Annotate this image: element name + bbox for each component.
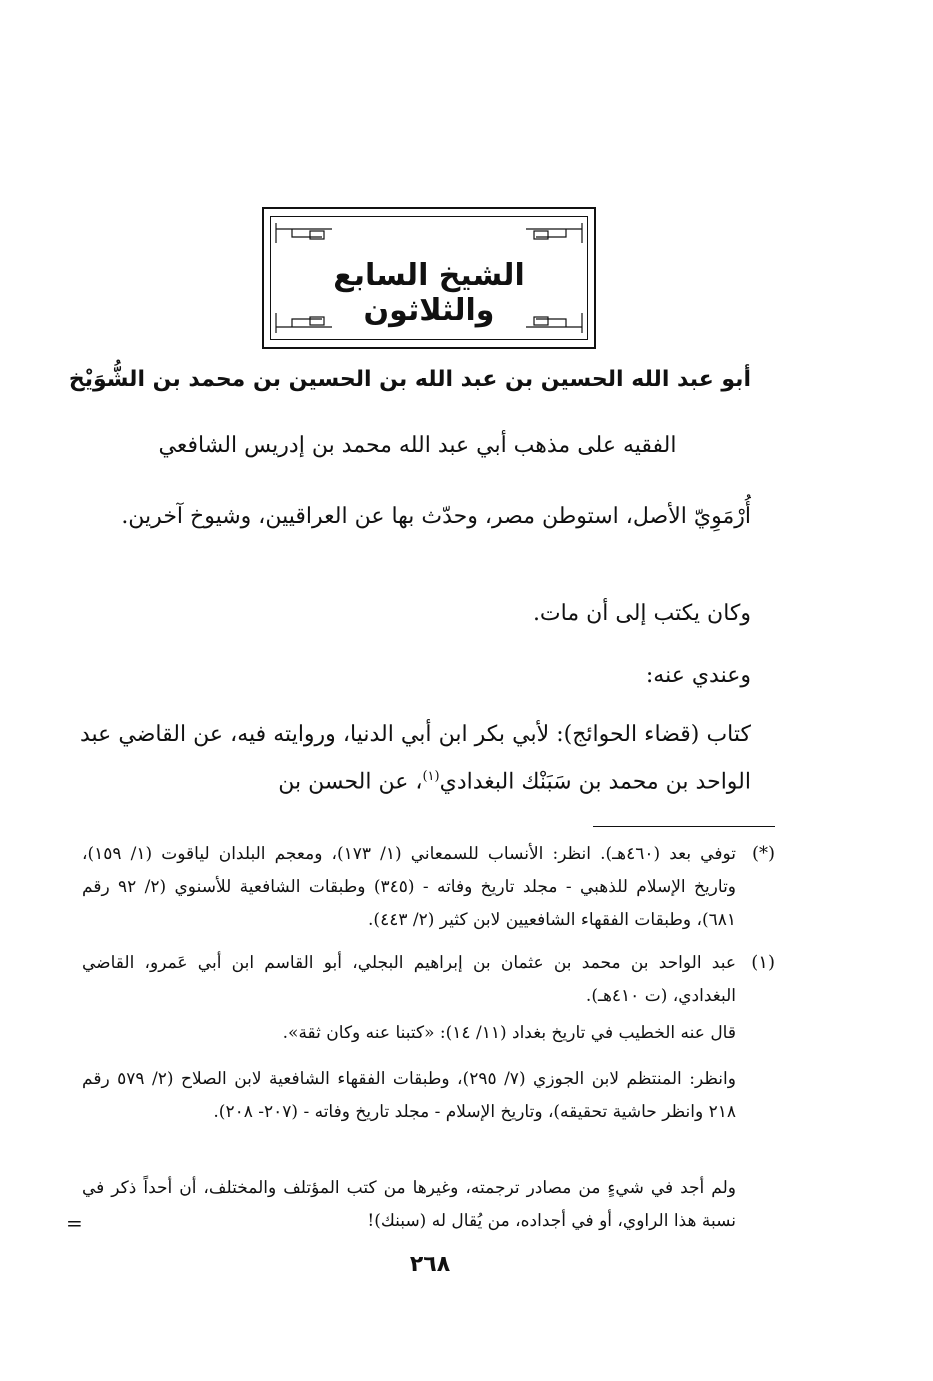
- paragraph-book-text: كتاب (قضاء الحوائج): لأبي بكر ابن أبي الدنيا، وروايته فيه، عن القاضي عبد الواحد بن محمد بن سَبَنْك البغدادي: [80, 722, 751, 795]
- footnote-1: عبد الواحد بن محمد بن عثمان بن إبراهيم البجلي، أبو القاسم ابن أبي عَمرو، القاضي البغدادي، (ت ٤١٠هـ).: [82, 953, 736, 1006]
- subtitle-line: الفقيه على مذهب أبي عبد الله محمد بن إدريس الشافعي: [158, 433, 677, 458]
- paragraph-book-tail: ، عن الحسن بن: [278, 769, 423, 795]
- paragraph-death: وكان يكتب إلى أن مات.: [532, 601, 751, 626]
- footnote-1-quote: قال عنه الخطيب في تاريخ بغداد (١١/ ١٤): «كتبنا عنه وكان ثقة».: [282, 1023, 736, 1043]
- footnote-marker-1: (١): [751, 952, 775, 973]
- paragraph-origin: أُرْمَوِيّ الأصل، استوطن مصر، وحدّث بها عن العراقيين، وشيوخ آخرين.: [121, 504, 751, 529]
- continuation-mark: =: [66, 1211, 83, 1235]
- full-name-heading: أبو عبد الله الحسين بن عبد الله بن الحسين بن محمد بن الشُّوَيْخ: [68, 367, 751, 392]
- footnote-star: توفي بعد (٤٦٠هـ). انظر: الأنساب للسمعاني (١/ ١٧٣)، ومعجم البلدان لياقوت (١/ ١٥٩)، وتاريخ الإسلام للذهبي - مجلد تاريخ وفاته - (٣٤٥) وطبقات الشافعية للأسنوي (٢/ ٩٢ رقم ٦٨١)، وطبقات الفقهاء الشافعيين لابن كثير (٢/ ٤٤٣).: [82, 844, 737, 930]
- footnote-1-refs: وانظر: المنتظم لابن الجوزي (٧/ ٢٩٥)، وطبقات الفقهاء الشافعية لابن الصلاح (٢/ ٥٧٩ رقم ٢١٨ وانظر حاشية تحقيقه)، وتاريخ الإسلام - مجلد تاريخ وفاته - (٢٠٧- ٢٠٨).: [82, 1069, 736, 1122]
- page-number: ٢٦٨: [409, 1252, 451, 1277]
- footnote-ref: (١): [422, 769, 440, 784]
- paragraph-with-me: وعندي عنه:: [645, 663, 751, 688]
- footnote-1-note: ولم أجد في شيءٍ من مصادر ترجمته، وغيرها من كتب المؤتلف والمختلف، أن أحداً ذكر في نسبة هذا الراوي، أو في أجداده، من يُقال له (سبنك)!: [82, 1178, 736, 1231]
- paragraph-book: [80, 714, 751, 803]
- chapter-title: الشيخ السابع والثلاثون: [333, 258, 525, 328]
- footnote-marker-star: (*): [751, 843, 775, 864]
- footnote-separator: [593, 826, 775, 827]
